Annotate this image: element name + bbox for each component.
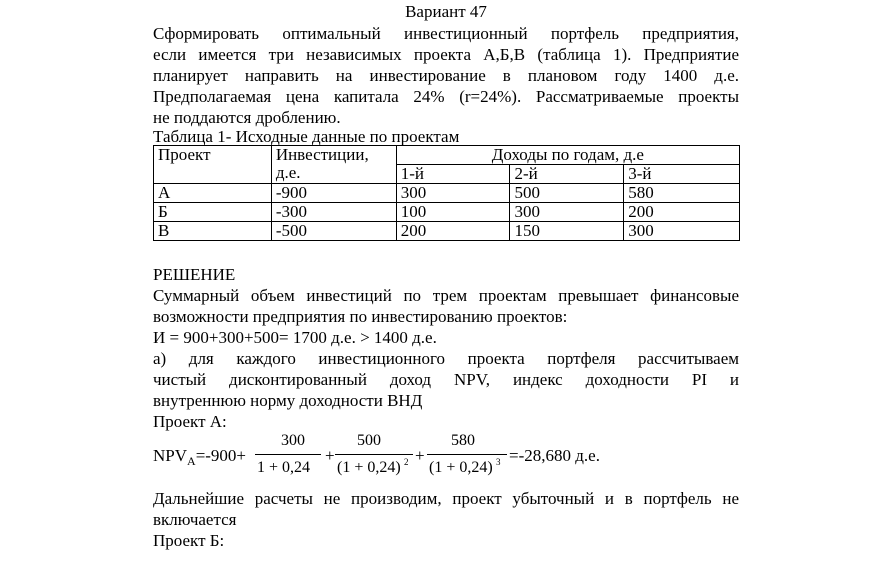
- variant-title: Вариант 47: [405, 2, 487, 21]
- table-caption: Таблица 1- Исходные данные по проектам: [153, 127, 460, 146]
- task-line: Сформировать оптимальный инвестиционный портфель предприятия,: [153, 24, 739, 43]
- conclusion-line: включается: [153, 510, 237, 529]
- solution-line: возможности предприятия по инвестированию проектов:: [153, 307, 568, 326]
- cell-invest: -500: [271, 222, 396, 241]
- task-line: не поддаются дроблению.: [153, 108, 341, 127]
- fraction-2-bar: [335, 454, 413, 455]
- table-row: [154, 184, 740, 203]
- plus-sign: +: [325, 446, 335, 465]
- formula-lhs: $NPV_A=-900+$: [153, 446, 247, 468]
- table-row: [154, 203, 740, 222]
- cell-year2: 500: [510, 184, 624, 203]
- step-a-line: а) для каждого инвестиционного проекта портфеля рассчитываем: [153, 349, 739, 368]
- cell-year1: 300: [396, 184, 510, 203]
- step-a-line: чистый дисконтированный доход NPV, индекс доходности PI и: [153, 370, 739, 389]
- header-year: 1-й: [396, 165, 510, 184]
- cell-year2: 300: [510, 203, 624, 222]
- project-b-label: Проект Б:: [153, 531, 225, 550]
- task-statement: [153, 23, 739, 128]
- fraction-1-numerator: 300: [281, 432, 305, 449]
- sum-line: И = 900+300+500= 1700 д.е. > 1400 д.е.: [153, 328, 437, 347]
- solution-heading: РЕШЕНИЕ: [153, 265, 236, 284]
- cell-invest: -300: [271, 203, 396, 222]
- fraction-2-denominator: (1 + 0,24): [337, 459, 401, 476]
- cell-project: А: [154, 184, 272, 203]
- fraction-3-numerator: 580: [451, 432, 475, 449]
- formula-result: =-28,680 д.е.: [509, 446, 600, 465]
- cell-project: В: [154, 222, 272, 241]
- header-income: Доходы по годам, д.е: [396, 146, 739, 165]
- cell-year2: 150: [510, 222, 624, 241]
- cell-year3: 300: [624, 222, 740, 241]
- step-a-line: внутреннюю норму доходности ВНД: [153, 391, 423, 410]
- cell-year3: 200: [624, 203, 740, 222]
- cell-year1: 100: [396, 203, 510, 222]
- cell-project: Б: [154, 203, 272, 222]
- fraction-2-numerator: 500: [357, 432, 381, 449]
- cell-year3: 580: [624, 184, 740, 203]
- plus-sign: +: [415, 446, 425, 465]
- task-line: Предполагаемая цена капитала 24% (r=24%). Рассматриваемые проекты: [153, 87, 739, 106]
- fraction-3-exponent: 3: [496, 457, 501, 467]
- cell-year1: 200: [396, 222, 510, 241]
- solution-line: Суммарный объем инвестиций по трем проектам превышает финансовые: [153, 286, 739, 305]
- header-project: Проект: [154, 146, 272, 184]
- header-investments: Инвестиции, д.е.: [271, 146, 396, 184]
- task-line: планирует направить на инвестирование в плановом году 1400 д.е.: [153, 66, 739, 85]
- table-row: [154, 222, 740, 241]
- npv-formula: [153, 432, 739, 488]
- conclusion-line: Дальнейшие расчеты не производим, проект убыточный и в портфель не: [153, 489, 739, 508]
- cell-invest: -900: [271, 184, 396, 203]
- document-page: [153, 0, 739, 551]
- fraction-1-bar: [255, 454, 321, 455]
- header-year: 2-й: [510, 165, 624, 184]
- projects-table: [153, 145, 740, 241]
- header-year: 3-й: [624, 165, 740, 184]
- fraction-3-bar: [427, 454, 507, 455]
- fraction-1-denominator: 1 + 0,24: [257, 459, 311, 476]
- fraction-2-exponent: 2: [404, 457, 409, 467]
- task-line: если имеется три независимых проекта А,Б,В (таблица 1). Предприятие: [153, 45, 739, 64]
- project-a-label: Проект А:: [153, 412, 227, 431]
- fraction-3-denominator: (1 + 0,24): [429, 459, 493, 476]
